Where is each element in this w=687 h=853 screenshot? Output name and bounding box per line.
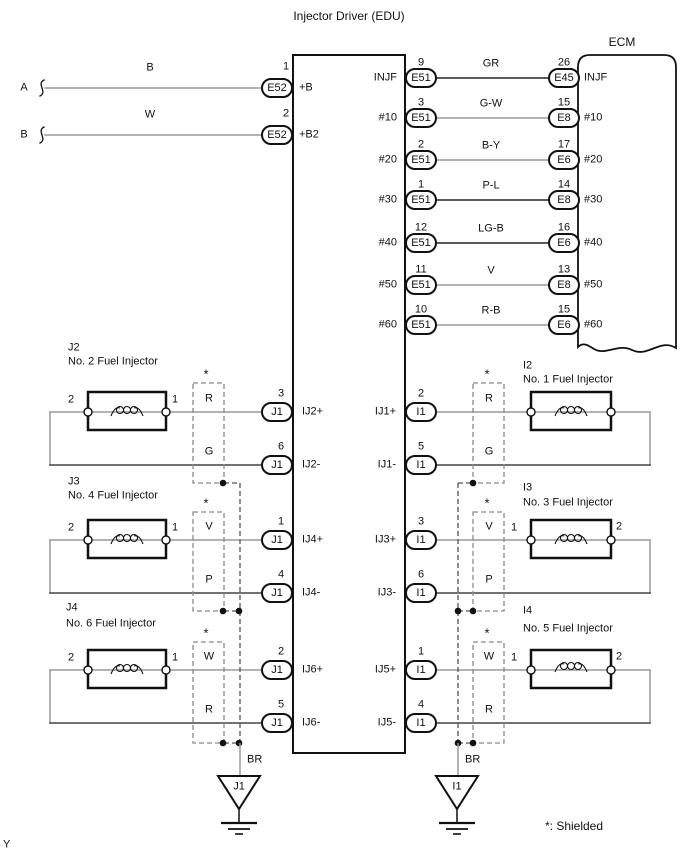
pin-number: 1	[277, 515, 285, 528]
shield-asterisk: *	[484, 625, 490, 641]
injector-body	[88, 392, 166, 430]
pin-number: 1	[417, 178, 425, 191]
edu-pin-label: INJF	[373, 71, 397, 84]
injector-name: No. 1 Fuel Injector	[523, 373, 613, 386]
connector-oval: E8	[548, 190, 580, 210]
pin-number: 2	[417, 138, 425, 151]
edu-pin-label: IJ1+	[374, 405, 396, 418]
left-injector-wiring	[50, 412, 261, 723]
pin-number: 26	[557, 56, 571, 69]
edu-pin-label: #40	[378, 236, 397, 249]
wire-color-label: R	[205, 703, 213, 716]
injector-body	[531, 520, 611, 558]
connector-oval: I1	[405, 713, 437, 733]
pin-number: 5	[417, 440, 425, 453]
injector-id: J2	[68, 341, 80, 354]
edu-pin-label: IJ2-	[302, 458, 321, 471]
injector-name: No. 5 Fuel Injector	[523, 622, 613, 635]
edu-pin-label: IJ5-	[377, 716, 396, 729]
wire-color-label: V	[205, 520, 213, 533]
wire-color-label: G-W	[479, 97, 503, 110]
pin-number: 4	[417, 698, 425, 711]
edu-pin-label: #60	[378, 318, 397, 331]
shielded-note: *: Shielded	[544, 819, 604, 833]
connector-oval: J1	[261, 660, 293, 680]
edu-pin-label: IJ2+	[302, 405, 324, 418]
ecm-pin-label: #10	[584, 111, 603, 124]
connector-oval: E51	[405, 275, 437, 295]
shield-asterisk: *	[203, 366, 209, 382]
wire-color-label: W	[203, 650, 215, 663]
pin-number: 14	[557, 178, 571, 191]
wire-color-label: V	[485, 520, 493, 533]
pin-number: 2	[417, 387, 425, 400]
ecm-pin-label: #60	[584, 318, 603, 331]
pin-number: 2	[282, 107, 290, 120]
connector-oval: I1	[405, 530, 437, 550]
injector-name: No. 2 Fuel Injector	[68, 355, 158, 368]
ecm-pin-label: #30	[584, 193, 603, 206]
terminal-number: 2	[615, 520, 623, 533]
wire-color-label: G	[484, 445, 494, 458]
edu-pin-label: IJ1-	[377, 458, 396, 471]
pin-number: 17	[557, 138, 571, 151]
shield-asterisk: *	[203, 625, 209, 641]
wire-color-label: P	[485, 573, 493, 586]
connector-oval: E8	[548, 275, 580, 295]
edu-pin-label: +B	[299, 81, 313, 94]
connector-oval: E52	[261, 125, 293, 145]
terminal-number: 2	[67, 651, 75, 664]
ecm-pin-label: #50	[584, 278, 603, 291]
injector-name: No. 3 Fuel Injector	[523, 496, 613, 509]
connector-oval: J1	[261, 402, 293, 422]
terminal-number: 2	[67, 393, 75, 406]
injector-name: No. 6 Fuel Injector	[66, 617, 156, 630]
wire-color-label: LG-B	[478, 222, 504, 235]
injector-body	[531, 392, 611, 430]
injector-name: No. 4 Fuel Injector	[68, 489, 158, 502]
wire-color-label: GR	[482, 57, 500, 70]
pin-number: 11	[415, 263, 427, 276]
wire-color-label: V	[487, 264, 495, 277]
edu-pin-label: +B2	[299, 128, 319, 141]
connector-oval: E51	[405, 108, 437, 128]
wire-color-label: B	[146, 61, 154, 74]
terminal-number: 2	[615, 650, 623, 663]
connector-oval: E6	[548, 150, 580, 170]
injector-id: J4	[66, 601, 78, 614]
pin-number: 15	[557, 96, 571, 109]
edu-pin-label: IJ3-	[377, 586, 396, 599]
pin-number: 3	[417, 96, 425, 109]
edu-pin-label: IJ4-	[302, 586, 321, 599]
pin-number: 2	[277, 645, 285, 658]
connector-oval: E52	[261, 78, 293, 98]
power-source-label: B	[20, 128, 28, 141]
connector-oval: E51	[405, 68, 437, 88]
wire-color-label: W	[483, 650, 495, 663]
connector-oval: J1	[261, 530, 293, 550]
pin-number: 5	[277, 698, 285, 711]
connector-oval: E51	[405, 150, 437, 170]
terminal-number: 1	[171, 393, 179, 406]
ground-wire-color: BR	[247, 753, 263, 766]
pin-number: 9	[417, 56, 425, 69]
diagram-title: Injector Driver (EDU)	[293, 9, 405, 23]
pin-number: 16	[557, 221, 571, 234]
injector-id: I3	[523, 481, 533, 494]
pin-number: 3	[277, 387, 285, 400]
ecm-title: ECM	[608, 35, 636, 49]
terminal-number: 1	[510, 651, 518, 664]
pin-number: 1	[417, 645, 425, 658]
edu-pin-label: #30	[378, 193, 397, 206]
ecm-pin-label: #40	[584, 236, 603, 249]
wire-color-label: G	[204, 445, 214, 458]
connector-oval: I1	[405, 455, 437, 475]
terminal-number: 1	[171, 651, 179, 664]
wire-color-label: R	[485, 392, 493, 405]
connector-oval: E8	[548, 108, 580, 128]
connector-oval: E6	[548, 233, 580, 253]
ecm-pin-label: INJF	[584, 71, 608, 84]
connector-oval: E6	[548, 315, 580, 335]
connector-oval: E51	[405, 233, 437, 253]
connector-oval: E51	[405, 190, 437, 210]
power-source-label: A	[20, 81, 28, 94]
connector-oval: I1	[405, 402, 437, 422]
ground-label: J1	[233, 780, 245, 793]
ground-wire-color: BR	[465, 753, 481, 766]
shield-asterisk: *	[203, 495, 209, 511]
terminal-number: 1	[510, 521, 518, 534]
pin-number: 10	[414, 303, 428, 316]
pin-number: 3	[417, 515, 425, 528]
connector-oval: J1	[261, 713, 293, 733]
wire-color-label: R	[205, 392, 213, 405]
edu-pin-label: IJ3+	[374, 533, 396, 546]
connector-oval: I1	[405, 660, 437, 680]
pin-number: 6	[417, 568, 425, 581]
edu-pin-label: #50	[378, 278, 397, 291]
pin-number: 1	[282, 60, 290, 73]
wire-color-label: W	[144, 108, 156, 121]
connector-oval: J1	[261, 583, 293, 603]
shield-asterisk: *	[484, 366, 490, 382]
pin-number: 6	[277, 440, 285, 453]
injector-id: J3	[68, 475, 80, 488]
connector-oval: E45	[548, 68, 580, 88]
wire-color-label: R	[485, 703, 493, 716]
wire-color-label: P-L	[482, 179, 500, 192]
pin-number: 13	[557, 263, 571, 276]
right-injector-wiring	[437, 412, 650, 723]
edu-pin-label: IJ6+	[302, 663, 324, 676]
terminal-number: 2	[67, 521, 75, 534]
connector-oval: E51	[405, 315, 437, 335]
connector-oval: I1	[405, 583, 437, 603]
injector-id: I2	[523, 359, 533, 372]
pin-number: 4	[277, 568, 285, 581]
page-marker: Y	[3, 838, 11, 851]
shield-asterisk: *	[484, 495, 490, 511]
wire-break-squiggle	[40, 80, 44, 96]
edu-pin-label: IJ6-	[302, 716, 321, 729]
edu-pin-label: IJ5+	[374, 663, 396, 676]
edu-pin-label: #10	[378, 111, 397, 124]
edu-pin-label: #20	[378, 153, 397, 166]
ecm-pin-label: #20	[584, 153, 603, 166]
injector-body	[88, 520, 166, 558]
injector-id: I4	[523, 604, 533, 617]
wire-color-label: B-Y	[481, 139, 501, 152]
wire-color-label: P	[205, 573, 213, 586]
edu-pin-label: IJ4+	[302, 533, 324, 546]
wire-break-squiggle	[40, 127, 44, 143]
wire-color-label: R-B	[481, 304, 501, 317]
connector-oval: J1	[261, 455, 293, 475]
terminal-number: 1	[171, 521, 179, 534]
ground-label: I1	[452, 780, 462, 793]
pin-number: 12	[414, 221, 428, 234]
injector-body	[88, 650, 166, 688]
pin-number: 15	[557, 303, 571, 316]
